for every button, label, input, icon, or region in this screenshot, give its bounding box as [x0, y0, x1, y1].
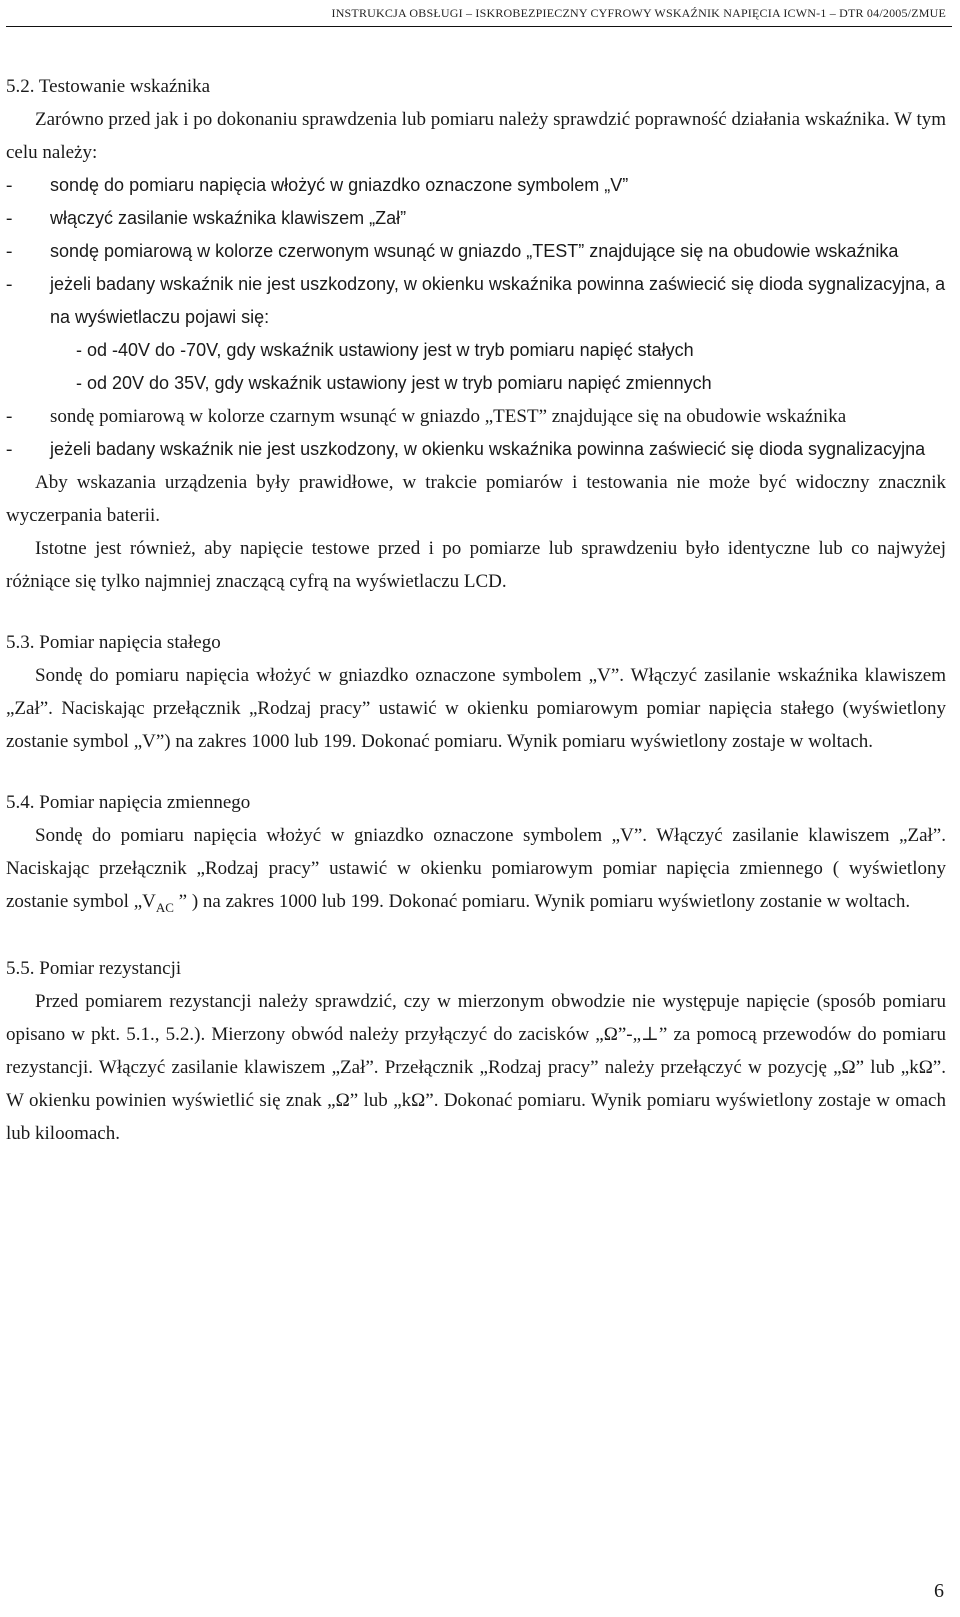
list-item — [6, 268, 946, 334]
ac-subscript: AC — [155, 899, 174, 915]
list-dash: - — [6, 439, 13, 460]
list-dash: - — [6, 241, 13, 262]
list-item-text: sondę do pomiaru napięcia włożyć w gniazdko oznaczone symbolem „V” — [50, 175, 629, 195]
list-dash: - — [6, 175, 13, 196]
list-dash: - — [6, 406, 13, 427]
test-steps-list-continued — [6, 400, 946, 466]
section-5-3-body: Sondę do pomiaru napięcia włożyć w gniazdko oznaczone symbolem „V”. Włączyć zasilanie wskaźnika klawiszem „Zał”. Naciskając przełącznik „Rodzaj pracy” ustawić w okienku pomiarowym pomiar napięcia stałego (wyświetlony zostanie symbol „V”) na zakres 1000 lub 199. Dokonać pomiaru. Wynik pomiaru wyświetlony zostaje w woltach. — [6, 665, 946, 752]
battery-note-paragraph: Aby wskazania urządzenia były prawidłowe, w trakcie pomiarów i testowania nie może być widoczny znacznik wyczerpania baterii. — [6, 472, 946, 526]
list-item-text: sondę pomiarową w kolorze czarnym wsunąć w gniazdo „TEST” znajdujące się na obudowie wskaźnika — [50, 406, 847, 427]
list-item-text: włączyć zasilanie wskaźnika klawiszem „Zał” — [50, 208, 407, 228]
list-dash: - — [6, 274, 13, 295]
section-5-4-body-part-a: Sondę do pomiaru napięcia włożyć w gniazdko oznaczone symbolem „V”. Włączyć zasilanie klawiszem „Zał”. Naciskając przełącznik „Rodzaj pracy” ustawić w okienku pomiarowym pomiar napięcia zmiennego ( wyświetlony zostanie symbol „V — [6, 825, 946, 912]
section-spacer — [6, 598, 946, 626]
list-item — [6, 235, 946, 268]
list-item — [6, 400, 946, 433]
list-item-text: sondę pomiarową w kolorze czerwonym wsunąć w gniazdo „TEST” znajdujące się na obudowie wskaźnika — [50, 241, 899, 261]
list-item — [6, 433, 946, 466]
section-spacer — [6, 758, 946, 786]
list-dash: - — [6, 208, 13, 229]
test-voltage-note-paragraph: Istotne jest również, aby napięcie testowe przed i po pomiarze lub sprawdzeniu było identyczne lub co najwyżej różniące się tylko najmniej znaczącą cyfrą na wyświetlaczu LCD. — [6, 538, 946, 592]
section-5-4-body — [6, 819, 946, 924]
section-heading-5-2: 5.2. Testowanie wskaźnika — [6, 76, 211, 97]
list-item-text: jeżeli badany wskaźnik nie jest uszkodzony, w okienku wskaźnika powinna zaświecić się dioda sygnalizacyjna — [50, 439, 926, 459]
section-5-4-body-part-b: ” ) na zakres 1000 lub 199. Dokonać pomiaru. Wynik pomiaru wyświetlony zostanie w woltach. — [173, 891, 911, 912]
section-5-5-body: Przed pomiarem rezystancji należy sprawdzić, czy w mierzonym obwodzie nie występuje napięcie (sposób pomiaru opisano w pkt. 5.1., 5.2.). Mierzony obwód należy przyłączyć do zacisków „Ω”-„⊥” za pomocą przewodów do pomiaru rezystancji. Włączyć zasilanie klawiszem „Zał”. Przełącznik „Rodzaj pracy” należy przełączyć w pozycję „Ω” lub „kΩ”. W okienku powinien wyświetlić się znak „Ω” lub „kΩ”. Dokonać pomiaru. Wynik pomiaru wyświetlony zostaje w omach lub kiloomach. — [6, 990, 946, 1144]
section-spacer — [6, 924, 946, 952]
test-steps-list — [6, 169, 946, 334]
sub-item-dc-range: - od -40V do -70V, gdy wskaźnik ustawiony jest w tryb pomiaru napięć stałych — [76, 340, 694, 360]
list-item — [6, 202, 946, 235]
list-item-text: jeżeli badany wskaźnik nie jest uszkodzony, w okienku wskaźnika powinna zaświecić się dioda sygnalizacyjna, a na wyświetlaczu pojawi się: — [50, 274, 946, 327]
section-heading-5-3: 5.3. Pomiar napięcia stałego — [6, 632, 221, 653]
page-number: 6 — [934, 1580, 944, 1602]
section-heading-5-5: 5.5. Pomiar rezystancji — [6, 957, 182, 979]
page-content — [6, 70, 946, 1150]
header-rule — [6, 26, 952, 27]
running-header: INSTRUKCJA OBSŁUGI – ISKROBEZPIECZNY CYFROWY WSKAŹNIK NAPIĘCIA ICWN-1 – DTR 04/2005/ZMUE — [331, 6, 946, 20]
section-5-2-intro: Zarówno przed jak i po dokonaniu sprawdzenia lub pomiaru należy sprawdzić poprawność działania wskaźnika. W tym celu należy: — [6, 109, 947, 163]
section-heading-5-4: 5.4. Pomiar napięcia zmiennego — [6, 792, 251, 813]
list-item — [6, 169, 946, 202]
sub-item-ac-range: - od 20V do 35V, gdy wskaźnik ustawiony jest w tryb pomiaru napięć zmiennych — [76, 373, 712, 393]
